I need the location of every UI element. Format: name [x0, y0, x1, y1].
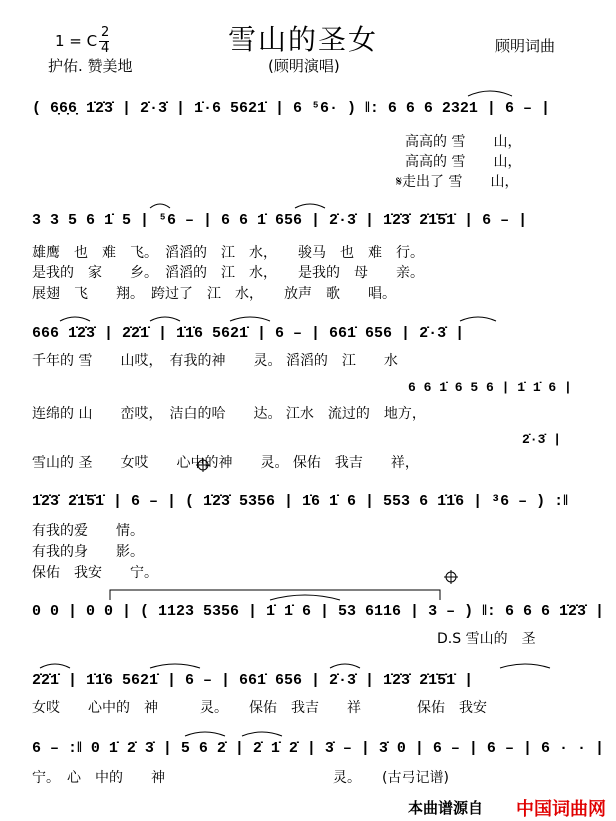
coda-sign: [444, 570, 458, 584]
lyric-row-1-verse-3: 𝄋走出了 雪 山，: [396, 174, 519, 190]
lyric-row-2-verse-3: 展翅 飞 翔。 跨过了 江 水， 放声 歌 唱。: [32, 286, 396, 302]
slur-mark: [150, 317, 180, 321]
subtitle-expression: 护佑. 赞美地: [48, 57, 133, 75]
time-signature-denominator: 4: [101, 41, 110, 56]
lyric-row-6: 女哎 心中的 神 灵。 保佑 我吉 祥 保佑 我安: [32, 700, 487, 716]
slur-mark: [270, 595, 340, 600]
slur-mark: [185, 732, 225, 736]
source-label: 本曲谱源自: [408, 799, 484, 817]
slur-mark: [468, 91, 512, 96]
slur-mark: [150, 204, 170, 208]
slur-mark: [230, 317, 270, 321]
lyric-row-3-verse-1: 千年的 雪 山哎， 有我的神 灵。 滔滔的 江 水: [32, 353, 398, 369]
lyric-row-4-verse-3: 保佑 我安 宁。: [32, 565, 158, 581]
performer: (顾明演唱): [268, 57, 340, 75]
lyric-row-2-verse-1: 雄鹰 也 难 飞。 滔滔的 江 水， 骏马 也 难 行。: [32, 245, 424, 261]
lyric-row-7: 宁。 心 中的 神 灵。 (古弓记谱): [32, 770, 449, 786]
coda-sign: [196, 458, 210, 472]
slur-mark: [295, 204, 325, 208]
score-row-7: 6 – :‖ 0 1̇ 2̇ 3̇ | 5 6 2̇ | 2̇ 1̇ 2̇ | 3̇ – | 3̇ 0 | 6 – | 6 – | 6 · · |: [32, 740, 604, 757]
score-row-2: 3 3 5 6 1̇ 5 | ⁵6 – | 6 6 1̇ 656 | 2̇·3̇ | 1̇2̇3̇ 2̇1̇5̇1̇ | 6 – |: [32, 212, 528, 229]
lyric-row-3-verse-2: 连绵的 山 峦哎， 洁白的哈 达。 江水 流过的 地方，: [32, 406, 426, 422]
lyric-row-2-verse-2: 是我的 家 乡。 滔滔的 江 水， 是我的 母 亲。: [32, 265, 424, 281]
score-row-5: 0 0 | 0 0 | ( 1123 5356 | 1̇ 1̇ 6 | 53 6116 | 3 – ) ‖: 6 6 6 1̇2̇3̇ |: [32, 603, 604, 620]
slur-mark: [40, 664, 70, 668]
lyric-row-1-verse-2: 高高的 雪 山，: [405, 154, 522, 170]
slur-mark: [330, 664, 360, 668]
site-watermark[interactable]: 中国词曲网: [516, 799, 606, 820]
slur-mark: [500, 664, 550, 668]
lyric-row-5: D.S 雪山的 圣: [437, 631, 536, 647]
score-row-3-alt-2: 2̇·3̇ |: [522, 432, 562, 447]
time-signature-numerator: 2: [101, 25, 110, 40]
song-title: 雪山的圣女: [228, 23, 379, 56]
score-row-3: 666 1̇2̇3̇ | 2̇2̇1̇ | 1̇1̇6 5621̇ | 6 – | 661̇ 656 | 2̇·3̇ |: [32, 325, 465, 342]
slur-mark: [60, 317, 90, 321]
composer: 顾明词曲: [495, 37, 556, 55]
lyric-row-4-verse-1: 有我的爱 情。: [32, 523, 144, 539]
score-row-1: ( 6̣6̣6̣ 1̇2̇3̇ | 2̇·3̇ | 1̇·6 5621̇ | 6 ⁵6· ) ‖: 6 6 6 2321 | 6 – |: [32, 100, 550, 117]
lyric-row-3-verse-3: 雪山的 圣 女哎 心中的神 灵。 保佑 我吉 祥，: [32, 455, 419, 471]
score-row-6: 2̇2̇1̇ | 1̇1̇6 5621̇ | 6 – | 661̇ 656 | 2̇·3̇ | 1̇2̇3̇ 2̇1̇5̇1̇ |: [32, 672, 474, 689]
slur-mark: [460, 317, 496, 321]
score-row-3-alt: 6 6 1̇ 6 5 6 | 1̇ 1̇ 6 |: [408, 380, 572, 395]
key-signature: 1 = C: [55, 32, 98, 50]
lyric-row-1-verse-1: 高高的 雪 山，: [405, 134, 522, 150]
lyric-row-4-verse-2: 有我的身 影。: [32, 544, 144, 560]
slur-mark: [150, 664, 200, 668]
score-row-4: 1̇2̇3̇ 2̇1̇5̇1̇ | 6 – | ( 1̇2̇3̇ 5356 | 1̇6 1̇ 6 | 553 6 1̇1̇6 | ³6 – ) :‖: [32, 493, 568, 510]
slur-mark: [242, 732, 282, 736]
